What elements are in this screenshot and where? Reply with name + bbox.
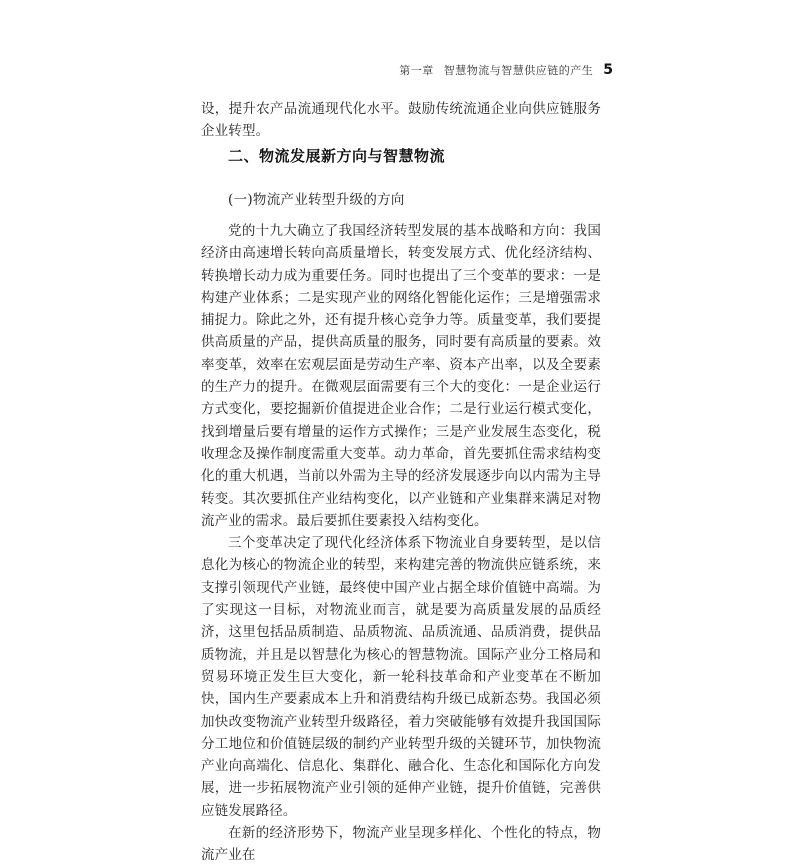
body-text	[201, 220, 601, 867]
section-heading: 二、物流发展新方向与智慧物流	[228, 147, 446, 165]
carry-over-text: 设，提升农产品流通现代化水平。鼓励传统流通企业向供应链服务企业转型。	[201, 101, 601, 140]
subsection-heading: (一)物流产业转型升级的方向	[228, 192, 405, 208]
chapter-title: 智慧物流与智慧供应链的产生	[443, 64, 594, 77]
paragraph: 在新的经济形势下，物流产业呈现多样化、个性化的特点，物流产业在	[201, 825, 601, 864]
running-header	[399, 62, 613, 78]
page-number: 5	[603, 62, 613, 78]
paragraph: 三个变革决定了现代化经济体系下物流业自身要转型，是以信息化为核心的物流企业的转型，来构建完善的物流供应链系统，来支撑引领现代产业链，最终使中国产业占据全球价值链中高端。为了实现这一目标，对物流业而言，就是要为高质量发展的品质经济，这里包括品质制造、品质物流、品质流通、品质消费，提供品质物流，并且是以智慧化为核心的智慧物流。国际产业分工格局和贸易环境正发生巨大变化，新一轮科技革命和产业变革在不断加快，国内生产要素成本上升和消费结构升级已成新态势。我国必须加快改变物流产业转型升级路径，着力突破能够有效提升我国国际分工地位和价值链层级的制约产业转型升级的关键环节，加快物流产业向高端化、信息化、集群化、融合化、生态化和国际化方向发展，进一步拓展物流产业引领的延伸产业链，提升价值链，完善供应链发展路径。	[201, 535, 601, 819]
chapter-number: 第一章	[399, 64, 434, 77]
paragraph: 党的十九大确立了我国经济转型发展的基本战略和方向：我国经济由高速增长转向高质量增长，转变发展方式、优化经济结构、转换增长动力成为重要任务。同时也提出了三个变革的要求：一是构建产业体系；二是实现产业的网络化智能化运作；三是增强需求捕捉力。除此之外，还有提升核心竞争力等。质量变革，我们要提供高质量的产品，提供高质量的服务，同时要有高质量的要素。效率变革，效率在宏观层面是劳动生产率、资本产出率，以及全要素的生产力的提升。在微观层面需要有三个大的变化：一是企业运行方式变化，要挖掘新价值提进企业合作；二是行业运行模式变化，找到增量后要有增量的运作方式操作；三是产业发展生态变化，税收理念及操作制度需重大变革。动力革命，首先要抓住需求结构变化的重大机遇，当前以外需为主导的经济发展逐步向以内需为主导转变。其次要抓住产业结构变化，以产业链和产业集群来满足对物流产业的需求。最后要抓住要素投入结构变化。	[201, 223, 601, 529]
